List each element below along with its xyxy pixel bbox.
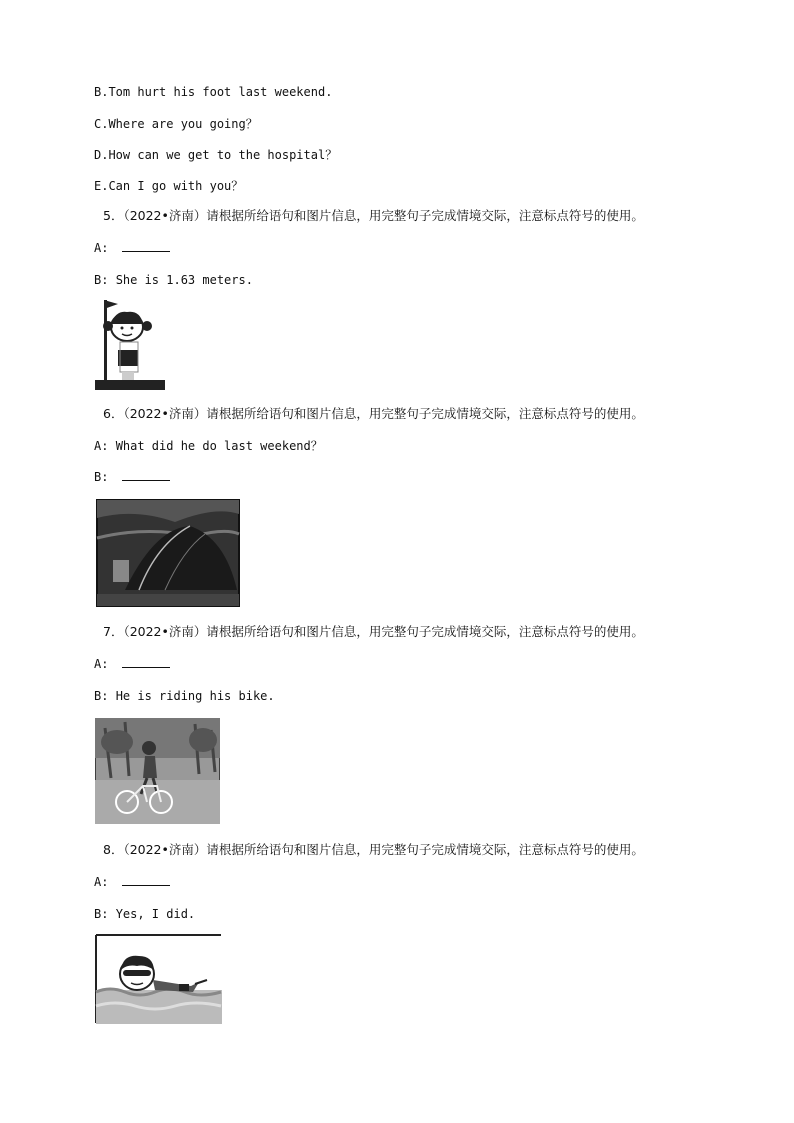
- camping-tent-image: [95, 498, 241, 608]
- speaker-a-label: A:: [94, 241, 116, 255]
- question-6-line-b: [94, 469, 170, 485]
- speaker-a-label: A:: [94, 875, 116, 889]
- question-8-line-b: [94, 906, 195, 922]
- speaker-a-label: A:: [94, 439, 116, 453]
- speaker-b-label: B:: [94, 470, 116, 484]
- question-8-line-a: [94, 874, 170, 890]
- question-8-header: 8．（2022•济南）请根据所给语句和图片信息，用完整句子完成情境交际，注意标点符号的使用。: [103, 842, 644, 857]
- boy-riding-bike-image: [95, 718, 220, 824]
- answer-blank[interactable]: [122, 875, 170, 886]
- boy-swimming-image: [95, 934, 222, 1024]
- height-measure-girl-image: [94, 292, 166, 394]
- speaker-b-text: He is riding his bike.: [115, 689, 275, 703]
- speaker-b-label: B:: [94, 907, 116, 921]
- answer-blank[interactable]: [122, 470, 170, 481]
- speaker-b-label: B:: [94, 273, 116, 287]
- question-5-line-b: [94, 272, 253, 288]
- speaker-b-text: She is 1.63 meters.: [115, 273, 253, 287]
- question-5-line-a: [94, 240, 170, 256]
- question-7-line-a: [94, 656, 170, 672]
- option-b: B.Tom hurt his foot last weekend.: [94, 85, 333, 99]
- question-7-line-b: [94, 688, 275, 704]
- speaker-a-label: A:: [94, 657, 116, 671]
- answer-blank[interactable]: [122, 657, 170, 668]
- option-d: D.How can we get to the hospital？: [94, 148, 338, 162]
- option-e: E.Can I go with you？: [94, 179, 244, 193]
- option-c: C.Where are you going？: [94, 117, 258, 131]
- question-6-line-a: [94, 438, 323, 454]
- question-7-header: 7．（2022•济南）请根据所给语句和图片信息，用完整句子完成情境交际，注意标点符号的使用。: [103, 624, 644, 639]
- question-5-header: 5．（2022•济南）请根据所给语句和图片信息，用完整句子完成情境交际，注意标点符号的使用。: [103, 208, 644, 223]
- answer-blank[interactable]: [122, 241, 170, 252]
- speaker-a-text: What did he do last weekend？: [115, 439, 323, 453]
- speaker-b-label: B:: [94, 689, 116, 703]
- speaker-b-text: Yes, I did.: [115, 907, 196, 921]
- question-6-header: 6．（2022•济南）请根据所给语句和图片信息，用完整句子完成情境交际，注意标点符号的使用。: [103, 406, 644, 421]
